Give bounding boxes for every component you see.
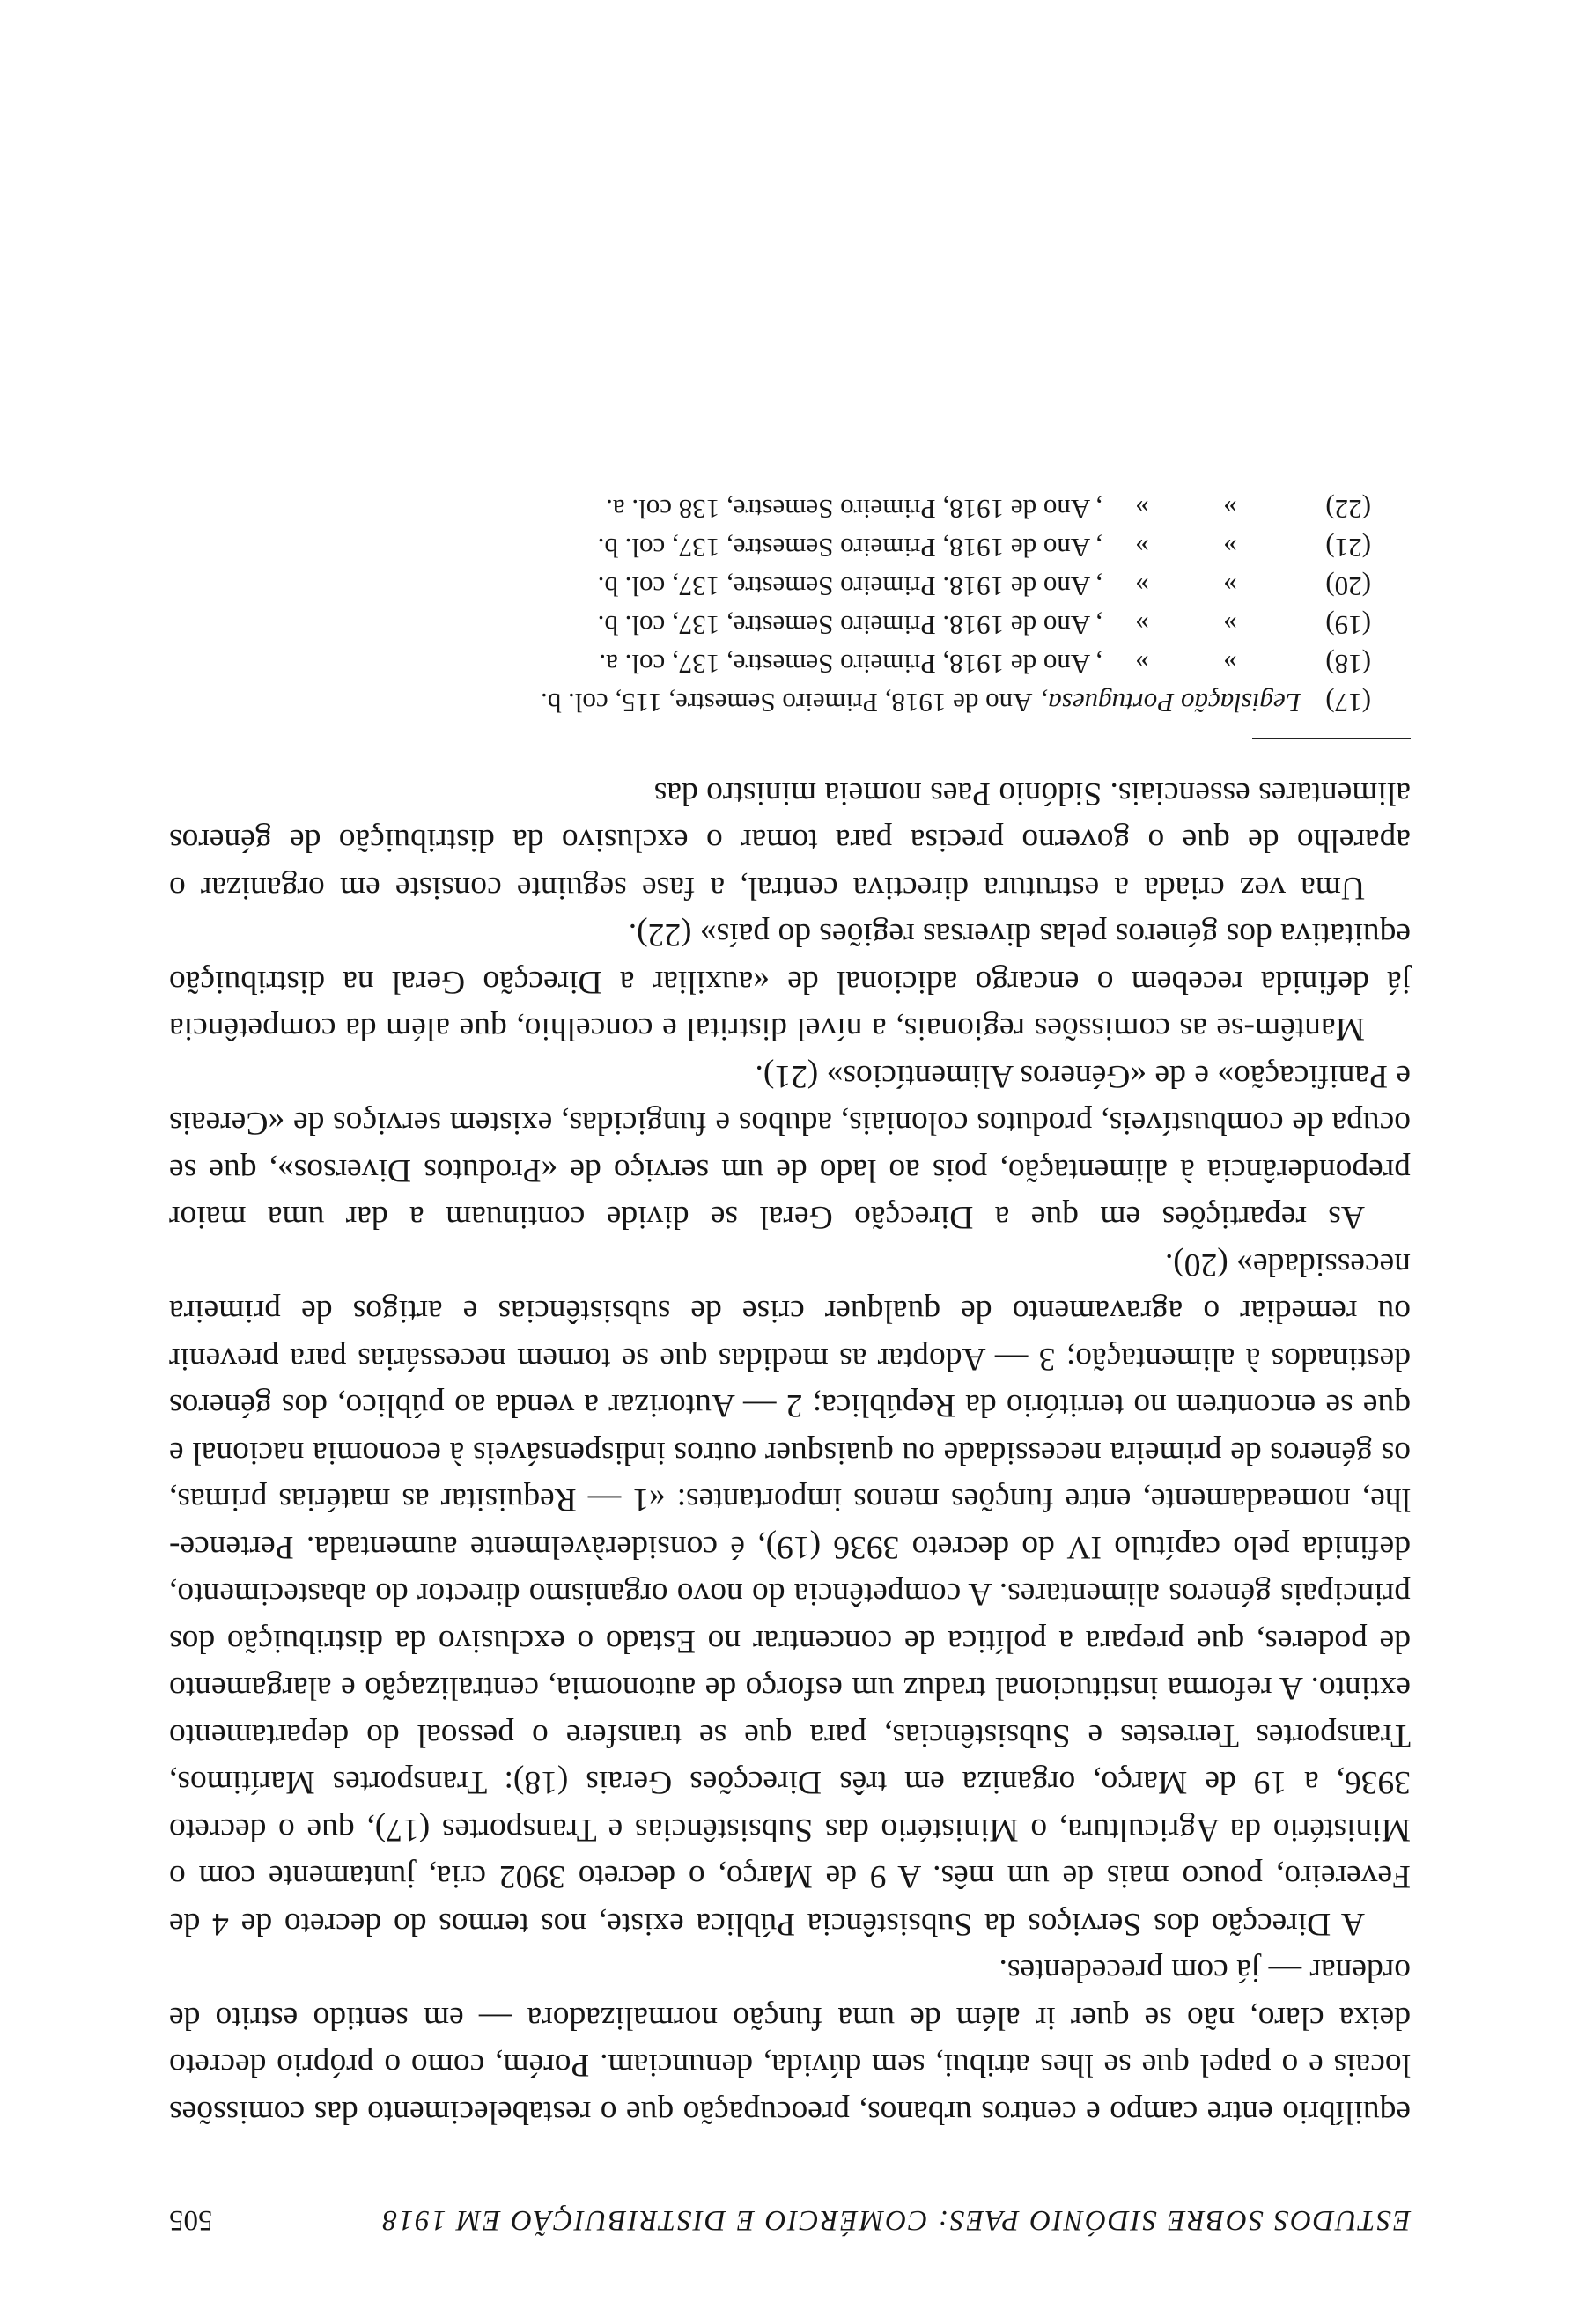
footnote-ditto: » [1135,494,1149,526]
footnote-number: (19) [1325,610,1371,642]
body-text [169,770,1411,2136]
footnote-reference: , Ano de 1918. Primeiro Semestre, 137, col. b. [597,571,1102,603]
paragraph: A Direcção dos Serviços da Subsistência Pública existe, nos termos do decreto de 4 de Fevereiro, pouco mais de um mês. A 9 de Março, o decreto 3902 cria, juntamente com o Ministério da Agricultura, o Ministério das Subsistências e Transportes (17), que o decreto 3936, a 19 de Março, organiza em três Direcções Gerais (18): Transportes Marítimos, Transportes Terrestes e Subsistências, para que se transfere o pessoal do departamento extinto. A reforma institucional traduz um esforço de autonomia, centralização e alargamento de poderes, que prepara a política de concentrar no Estado o exclusivo da distribuição dos principais géneros alimentares. A competência do novo organismo director do abastecimento, definida pelo capítulo IV do decreto 3936 (19), é consideràvelmente aumentada. Pertence-lhe, nomeadamente, entre funções menos importantes: «1 — Requisitar as matérias primas, os géneros de primeira necessidade ou quaisquer outros indispensáveis à economia nacional e que se encontrem no território da República; 2 — Autorizar a venda ao público, dos géneros destinados à alimentação; 3 — Adoptar as medidas que se tornem necessárias para prevenir ou remediar o agravamento de qualquer crise de subsistências e artigos de primeira necessidade» (20). [169,1247,1411,1942]
paragraph: As repartições em que a Direcção Geral se divide continuam a dar uma maior preponderância à alimentação, pois ao lado de um serviço de «Produtos Diversos», que se ocupa de combustíveis, produtos coloniais, adubos e fungicidas, existem serviços de «Cereais e Panificação» e de «Géneros Alimentícios» (21). [169,1058,1411,1236]
footnotes [169,490,1411,723]
paragraph-continued: equilíbrio entre campo e centros urbanos, preocupação que o restabelecimento das comissões locais e o papel que se lhes atribui, sem dúvida, denunciam. Porém, como o próprio decreto deixa claro, não se quer ir além de uma função normalizadora — em sentido estrito de ordenar — já com precedentes. [169,1953,1411,2130]
footnote-source-ditto: » [1223,571,1237,603]
running-title: ESTUDOS SOBRE SIDÓNIO PAES: COMÉRCIO E DISTRIBUIÇÃO EM 1918 [380,2204,1411,2236]
footnote [169,568,1411,607]
footnote-reference: , Ano de 1918. Primeiro Semestre, 137, col. b. [597,610,1102,642]
page-content [169,490,1411,2237]
footnote-reference: , Ano de 1918, Primeiro Semestre, 137, col. a. [599,649,1102,680]
footnote-number: (18) [1325,649,1371,680]
footnote-reference: Ano de 1918, Primeiro Semestre, 115, col. b. [541,688,1033,719]
footnote-number: (17) [1325,688,1371,719]
footnote-reference: , Ano de 1918, Primeiro Semestre, 138 col. a. [606,494,1102,526]
footnote-source-ditto: » [1223,494,1237,526]
footnote [169,490,1411,529]
footnote-source-ditto: » [1223,533,1237,564]
footnote-ditto: » [1135,610,1149,642]
paragraph: Mantêm-se as comissões regionais, a nível distrital e concelhio, que além da competência já definida recebem o encargo adicional de «auxiliar a Direcção Geral na distribuição equitativa dos géneros pelas diversas regiões do país» (22). [169,916,1411,1048]
footnote [169,684,1411,723]
footnote [169,607,1411,645]
footnote-ditto: » [1135,533,1149,564]
paragraph: Uma vez criada a estrutura directiva central, a fase seguinte consiste em organizar o aparelho de que o governo precisa para tomar o exclusivo da distribuição de géneros alimentares essenciais. Sidónio Paes nomeia ministro das [169,776,1411,906]
footnote-separator [1252,739,1411,740]
page-number: 505 [169,2204,213,2236]
footnote-ditto: » [1135,571,1149,603]
footnote-ditto: » [1135,649,1149,680]
footnote-source-ditto: » [1223,649,1237,680]
footnote-number: (20) [1325,571,1371,603]
footnote-number: (22) [1325,494,1371,526]
footnote [169,529,1411,568]
footnote [169,645,1411,684]
running-head [169,2183,1411,2236]
footnote-reference: , Ano de 1918, Primeiro Semestre, 137, col. b. [597,533,1102,564]
footnote-source: Legislação Portuguesa, [1041,688,1301,719]
footnote-number: (21) [1325,533,1371,564]
footnote-source-ditto: » [1223,610,1237,642]
